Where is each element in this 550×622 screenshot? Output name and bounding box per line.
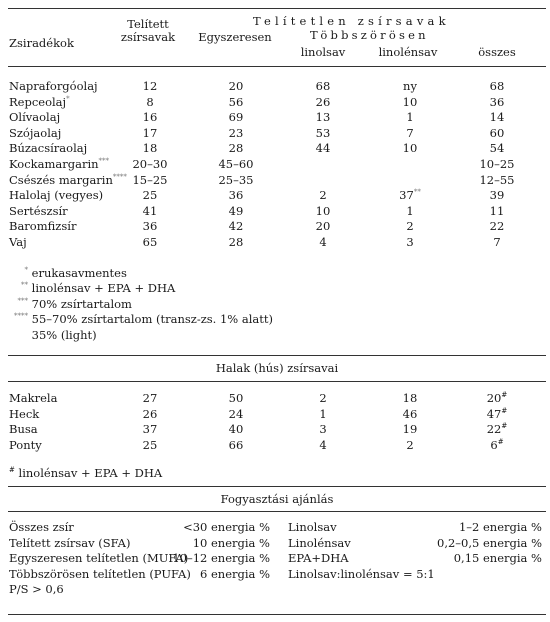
fat-footnote-mark: **** [112,172,127,181]
fish-linol: 1 [319,406,327,421]
fish-saturated: 26 [142,406,158,421]
fat-linolen [406,219,413,233]
fat-name [9,79,98,93]
fat-name [9,235,27,249]
fat-name-text: Szójaolaj [9,125,62,140]
rec-right-value: 0,2–0,5 energia % [437,535,542,550]
fish-total-text: 22 [486,422,502,437]
footnote-mark-wrap [14,266,28,280]
fat-name-text: Búzacsíraolaj [9,141,88,156]
fish-linolen: 18 [402,391,418,405]
fat-saturated: 41 [142,203,158,218]
fat-linol: 44 [315,141,331,156]
fat-linolen [403,79,417,93]
fat-linolen [403,95,418,109]
fat-total: 11 [489,203,505,218]
fish-total-text: 6 [490,437,498,452]
fish-total-text: 47 [486,406,502,421]
fat-linolen-text: 10 [402,94,418,109]
rec-left-value: 10 energia % [192,535,270,550]
fat-total: 14 [489,110,505,125]
fish-name: Heck [9,406,40,421]
fat-linol: 2 [319,188,327,203]
fish-saturated: 25 [142,437,158,452]
footnote-mark-wrap [14,297,28,311]
col-header-mono: Egyszeresen [198,30,272,44]
rec-right-label: Linolsav:linolénsav = 5:1 [288,566,435,581]
fat-linolen-text: 1 [406,110,414,125]
col-header-linol: linolsav [300,45,346,59]
footnote-text: 70% zsírtartalom [31,296,132,311]
fat-mono: 28 [228,141,244,156]
fat-name [9,95,70,109]
footnote-mark-wrap [14,312,28,326]
fat-linol: 20 [315,219,331,234]
fish-total [487,422,508,436]
fat-name [9,126,61,140]
fat-saturated: 25 [142,188,158,203]
fat-linolen [406,126,413,140]
fat-linolen-text: 2 [406,219,414,234]
footnote-mark: ** [21,281,28,290]
rec-left-label: Telített zsírsav (SFA) [9,535,131,550]
rec-right-label: EPA+DHA [288,551,349,566]
fat-linolen-text: 3 [406,235,414,249]
fish-linolen: 2 [406,437,414,452]
footnote [14,281,175,295]
fish-footnote-mark: # [9,466,15,474]
fish-linolen: 19 [402,422,418,437]
footnote [14,297,132,311]
rec-left-label: Többszörösen telítetlen (PUFA) [9,566,191,581]
fish-total [487,407,508,421]
rec-right-label: Linolénsav [288,535,351,550]
fish-total-mark: # [501,391,508,399]
fat-saturated: 17 [142,125,158,140]
col-header-total: összes [478,45,516,59]
fat-linol: 13 [315,110,331,125]
fish-linolen: 46 [402,406,418,421]
fat-footnote-mark: * [66,94,70,103]
footnote [14,266,127,280]
fish-linol: 4 [319,437,327,452]
fat-name [9,204,68,218]
fat-linolen-text: 37 [399,188,414,203]
fat-name-text: Olívaolaj [9,110,61,125]
fish-total [487,391,508,405]
fat-name [9,157,109,171]
rec-left-value: <30 energia % [183,520,270,534]
rec-title-rule [8,511,546,512]
fat-saturated: 12 [142,79,158,93]
rec-left-value: 10–12 energia % [172,551,270,566]
col-header-unsaturated: Telítetlen zsírsavak [253,14,450,28]
fish-name: Ponty [9,437,42,452]
footnote-mark: *** [17,296,28,305]
fat-linol: 10 [315,203,331,218]
top-rule [8,8,546,9]
fish-mono: 40 [228,422,244,437]
fat-saturated: 15–25 [132,172,168,187]
fat-saturated: 20–30 [132,157,168,171]
header-rule [8,66,546,67]
rec-right-value: 0,15 energia % [453,551,542,566]
fat-linol: 26 [315,94,331,109]
footnote-mark: * [24,266,28,274]
fat-mono: 20 [228,79,244,93]
fat-name [9,110,60,124]
footnote-text: 35% (light) [31,327,97,342]
fat-name-text: Napraforgóolaj [9,79,98,93]
col-header-linolen: linolénsav [378,45,438,59]
fat-linol: 4 [319,235,327,249]
fat-total: 7 [493,235,501,249]
fat-total: 12–55 [479,172,515,187]
fish-total [490,438,503,452]
rec-left-value: 6 energia % [200,566,270,581]
fat-saturated: 8 [146,94,154,109]
fat-linolen-text: ny [403,79,417,93]
fat-saturated: 36 [142,219,158,234]
fat-total: 68 [489,79,505,93]
fish-linol: 2 [319,391,327,405]
footnote [14,312,273,326]
fish-total-mark: # [501,422,508,431]
fat-linolen [406,204,413,218]
fat-name-text: Baromfizsír [9,219,77,234]
footnote-mark-wrap [14,281,28,295]
fat-total: 36 [489,94,505,109]
fat-linolen-text: 1 [406,203,414,218]
fat-mono: 56 [228,94,244,109]
fish-mono: 66 [228,437,244,452]
footnote-mark: **** [14,312,28,321]
fat-linolen [406,110,413,124]
rec-left-label: Egyszeresen telítetlen (MUFA) [9,551,189,566]
fat-name-text: Vaj [9,235,27,249]
fish-total-mark: # [501,406,508,415]
fish-linol: 3 [319,422,327,437]
fish-name: Busa [9,422,38,437]
fish-top-rule [8,355,546,356]
fat-linol: 68 [315,79,331,93]
fish-footnote [9,466,162,480]
fat-mono: 45–60 [218,157,254,171]
fish-total-mark: # [497,437,504,446]
fish-saturated: 37 [142,422,158,437]
fat-name [9,173,127,187]
footnote-text: linolénsav + EPA + DHA [31,281,176,296]
rec-right-label: Linolsav [288,520,337,534]
fish-title: Halak (hús) zsírsavai [215,361,339,375]
fat-name [9,141,87,155]
fish-total-text: 20 [486,391,502,405]
fat-saturated: 18 [142,141,158,156]
fat-name [9,188,103,202]
bottom-rule [8,614,546,615]
fat-total: 10–25 [479,157,515,171]
fat-total: 54 [489,141,505,156]
fat-saturated: 16 [142,110,158,125]
rec-left-label: Összes zsír [9,520,74,534]
fish-name: Makrela [9,391,58,405]
fat-linolen-mark: ** [413,188,421,197]
fat-linolen-text: 10 [402,141,418,156]
fat-total: 60 [489,125,505,140]
fat-mono: 28 [228,235,244,249]
fat-name-text: Repceolaj [9,94,67,109]
rec-title: Fogyasztási ajánlás [220,492,334,506]
fat-mono: 49 [228,203,244,218]
fat-name-text: Halolaj (vegyes) [9,188,104,203]
footnote-text: 55–70% zsírtartalom (transz-zs. 1% alatt) [31,312,274,327]
fat-mono: 42 [228,219,244,234]
col-header-saturated-1: Telített [127,17,169,31]
fat-linolen-text: 7 [406,125,414,140]
fat-name-text: Sertészsír [9,203,68,218]
fat-name [9,219,76,233]
fat-saturated: 65 [142,235,158,249]
fat-mono: 69 [228,110,244,125]
rec-right-value: 1–2 energia % [458,520,542,534]
fat-name-text: Kockamargarin [9,157,99,171]
col-header-poly: Többszörösen [310,28,429,42]
col-header-saturated-2: zsírsavak [120,30,176,44]
fish-footnote-text: linolénsav + EPA + DHA [18,466,163,480]
fat-linolen [399,188,421,202]
fat-linolen [406,235,413,249]
footnote-text: erukasavmentes [31,266,127,280]
fat-total: 39 [489,188,505,203]
fat-total: 22 [489,219,505,234]
footnote [14,328,97,342]
fat-mono: 25–35 [218,172,254,187]
fish-mono: 24 [228,406,244,421]
fish-mono: 50 [228,391,244,405]
fat-linol: 53 [315,125,331,140]
fat-mono: 23 [228,125,244,140]
col-header-name: Zsiradékok [9,36,74,50]
rec-left-label: P/S > 0,6 [9,582,64,597]
fish-saturated: 27 [142,391,158,405]
fat-name-text: Csészés margarin [9,172,113,187]
fat-footnote-mark: *** [98,157,110,165]
fish-title-rule [8,381,546,382]
fat-linolen [403,141,418,155]
fat-mono: 36 [228,188,244,203]
rec-top-rule [8,486,546,487]
